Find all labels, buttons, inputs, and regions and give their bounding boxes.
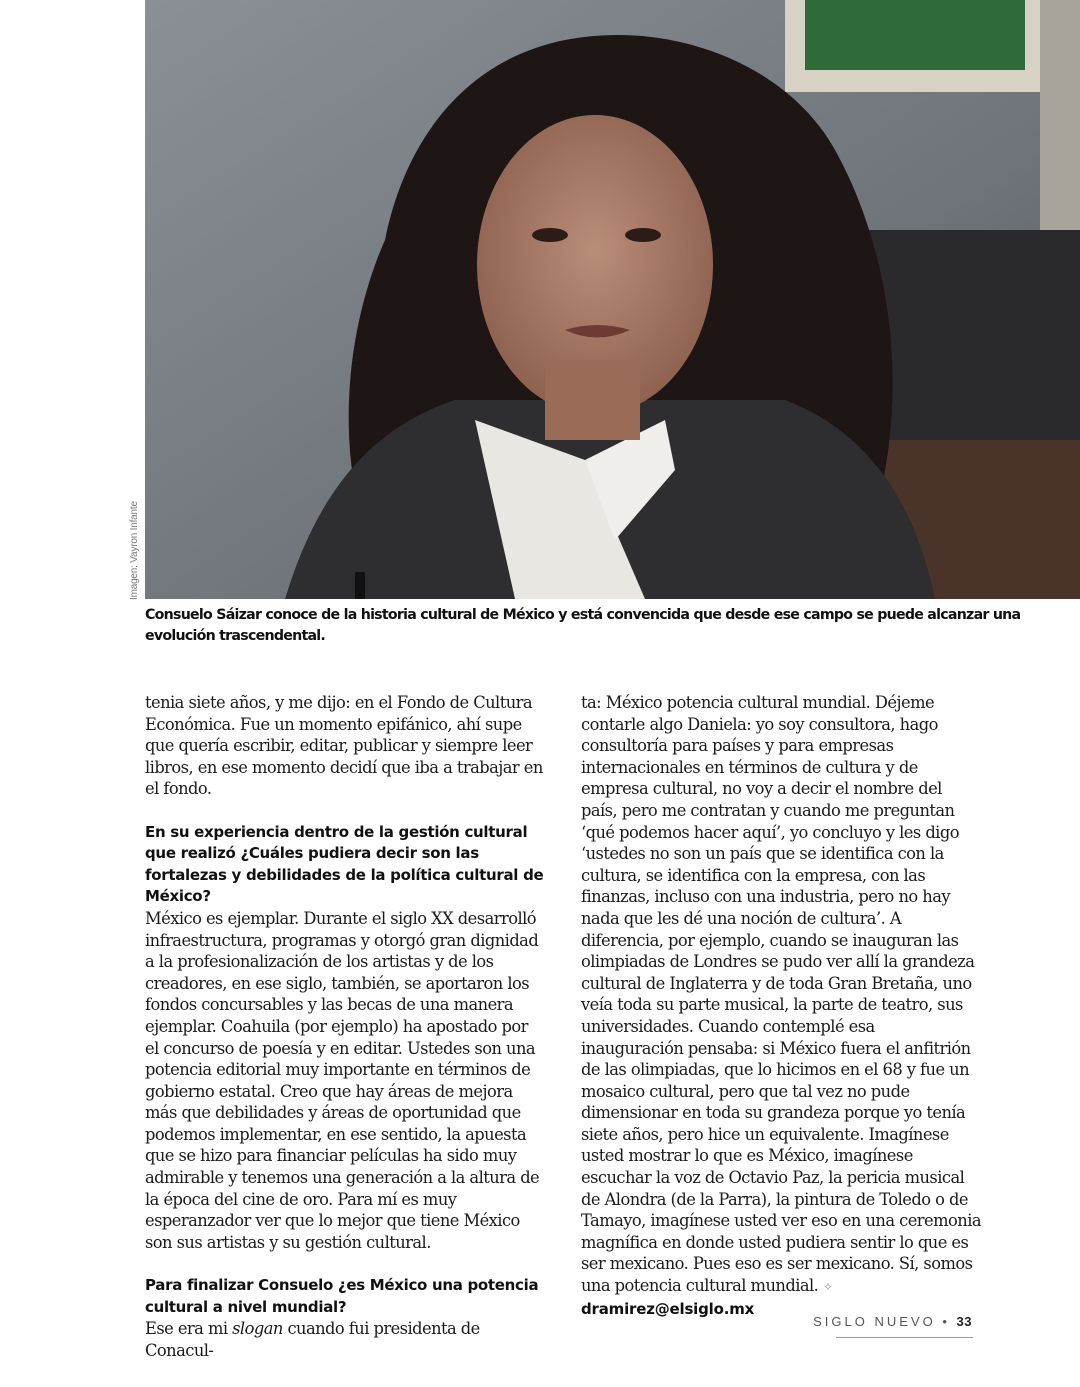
answer-paragraph: México es ejemplar. Durante el siglo XX desarrolló infraestructura, programas y otorgó gran dignidad a la profesionalización de los artistas y de los creadores, en ese siglo, también, se aportaron los fondos concursables y las becas de una manera ejemplar. Coahuila (por ejemplo) ha apostado por el concurso de poesía y en editar. Ustedes son una potencia editorial muy importante en términos de gobierno estatal. Creo que hay áreas de mejora más que debilidades y áreas de oportunidad que podemos implementar, en ese sentido, la apuesta que se hizo para financiar películas ha sido muy admirable y tenemos una generación a la altura de la época del cine de oro. Para mí es muy esperanzador ver que lo mejor que tiene México son sus artistas y su gestión cultural.	[145, 908, 540, 1252]
portrait-photo	[145, 0, 1080, 599]
page-footer	[813, 1314, 972, 1329]
page-number: 33	[956, 1314, 972, 1329]
magazine-name: SIGLO NUEVO	[813, 1314, 936, 1329]
portrait-illustration	[145, 0, 1080, 599]
footer-separator: •	[942, 1314, 950, 1329]
continued-paragraph	[581, 692, 981, 1299]
article-column-right	[581, 692, 981, 1320]
author-email: dramirez@elsiglo.mx	[581, 1299, 755, 1318]
answer-text: Ese era mi	[145, 1319, 233, 1339]
photo-caption: Consuelo Sáizar conoce de la historia cultural de México y está convencida que desde ese campo se puede alcanzar una evolución trascendental.	[145, 607, 1021, 644]
slogan-word: slogan	[232, 1319, 283, 1339]
intro-paragraph: tenia siete años, y me dijo: en el Fondo de Cultura Económica. Fue un momento epifánico, ahí supe que quería escribir, editar, publicar y siempre leer libros, en ese momento decidí que iba a trabajar en el fondo.	[145, 693, 543, 799]
continued-text: ta: México potencia cultural mundial. Déjeme contarle algo Daniela: yo soy consultora, hago consultoría para países y para empresas internacionales en términos de cultura y de empresa cultural, no voy a decir el nombre del país, pero me contratan y cuando me preguntan ‘qué podemos hacer aquí’, yo concluyo y les digo ‘ustedes no son un país que se identifica con la cultura, se identifica con la empresa, con las finanzas, incluso con una industria, pero no hay nada que les dé una noción de cultura’. A diferencia, por ejemplo, cuando se inauguran las olimpiadas de Londres se pudo ver allí la grandeza cultural de Inglaterra y de toda Gran Bretaña, uno veía toda su parte musical, la parte de teatro, sus universidades. Cuando contemplé esa inauguración pensaba: si México fuera el anfitrión de las olimpiadas, que lo hicimos en el 68 y fue un mosaico cultural, pero que tal vez no pude dimensionar en toda su grandeza porque yo tenía siete años, pero hice un equivalente. Imagínese usted mostrar lo que es México, imagínese escuchar la voz de Octavio Paz, la pericia musical de Alondra (de la Parra), la pintura de Toledo o de Tamayo, imagínese usted ver eso en una ceremonia magnífica en donde usted pudiera sentir lo que es ser mexicano. Pues eso es ser mexicano. Sí, somos una potencia cultural mundial.	[581, 693, 982, 1296]
question-heading: En su experiencia dentro de la gestión cultural que realizó ¿Cuáles pudiera decir son las fortalezas y debilidades de la política cultural de México?	[145, 822, 544, 906]
answer-paragraph	[145, 1318, 545, 1361]
footer-rule	[836, 1337, 973, 1338]
photo-credit: Imagen: Vayron Infante	[129, 501, 140, 600]
article-column-left	[145, 692, 545, 1361]
end-mark-icon: ✧	[822, 1280, 833, 1295]
question-heading: Para finalizar Consuelo ¿es México una potencia cultural a nivel mundial?	[145, 1276, 539, 1316]
answer-text: cuando fui presidenta de Conacul-	[145, 1319, 480, 1360]
